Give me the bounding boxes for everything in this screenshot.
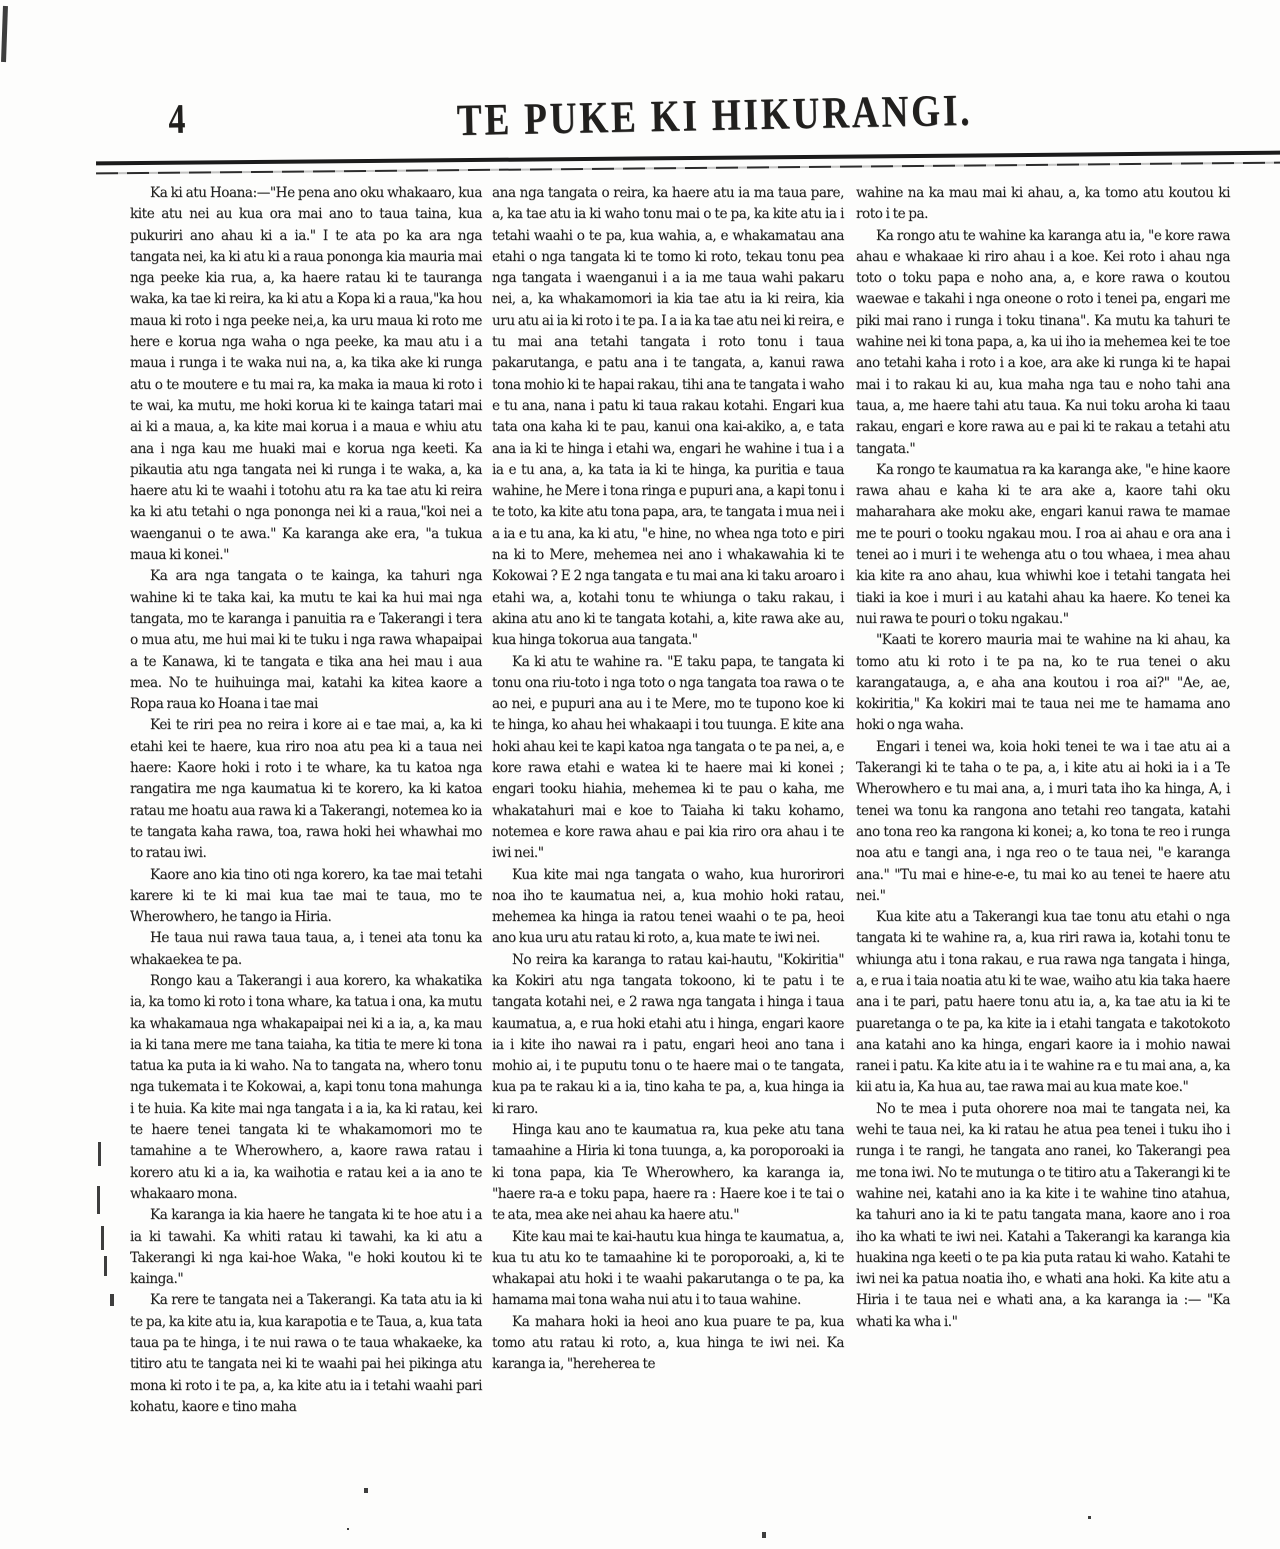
paragraph: Kaore ano kia tino oti nga korero, ka tae mai tetahi karere ki te ki mai kua tae mai te taua, mo te Wherowhero, he tango ia Hiria. xyxy=(130,866,482,926)
scan-artifact xyxy=(1088,1516,1091,1519)
paragraph: Kua kite mai nga tangata o waho, kua hurorirori noa iho te kaumatua nei, a, kua mohio hoki ratau, mehemea ka hinga ia ratou tenei waahi o te pa, heoi ano kua uru atu ratau ki roto, a, kua mate te iwi nei. xyxy=(492,866,844,947)
scan-artifact xyxy=(762,1532,766,1538)
paragraph: No reira ka karanga to ratau kai-hautu, "Kokiritia" ka Kokiri atu nga tangata tokoono, ki te patu i te tangata kotahi nei, e 2 rawa nga tangata i hinga i taua kaumatua, a, e rua hoki etahi atu i hinga, engari kaore ia i kite iho nawai ra i patu, engari heoi ano tana i mohio ai, i te puputu tonu o te haere mai o te tangata, kua pa te rakau ki a ia, tino kaha te pa, a, kua hinga ia ki raro. xyxy=(492,951,844,1117)
column-3 xyxy=(856,183,1230,1333)
scan-artifact xyxy=(110,1294,114,1306)
masthead-rule-bottom xyxy=(96,162,1280,175)
paragraph: No te mea i puta ohorere noa mai te tangata nei, ka wehi te taua nei, ka ki ratau he atua pea tenei i tuku iho i runga i te rangi, he tangata ano ranei, ko Takerangi pea me tona iwi. No te mutunga o te titiro atu a Takerangi ki te wahine nei, katahi ano ia ka kite i te wahine tino atahua, ka tahuri ano ia ki te patu tangata mana, kaore ano i roa iho ka whati te iwi nei. Katahi a Takerangi ka karanga kia huakina nga keeti o te pa kia puta ratau ki waho. Katahi te iwi nei ka patua noatia iho, e whati ana hoki. Ka kite atu a Hiria i te taua nei e whati ana, a ka karanga ia :— "Ka whati ka wha i." xyxy=(856,1100,1230,1330)
paragraph: Kite kau mai te kai-hautu kua hinga te kaumatua, a, kua tu atu ko te tamaahine ki te poroporoaki, a, ki te whakapai atu hoki i te waahi pakarutanga o te pa, ka hamama mai tona waha nui atu i to taua wahine. xyxy=(492,1228,844,1309)
page-number: 4 xyxy=(168,96,186,143)
paragraph: Kei te riri pea no reira i kore ai e tae mai, a, ka ki etahi kei te haere, kua riro noa atu pea ki a taua nei haere: Kaore hoki i roto i te whare, ka tu katoa nga rangatira me nga kaumatua ki te korero, ka ki katoa ratau me hoatu aua rawa ki a Takerangi, notemea ko ia te tangata kaha rawa, toa, rawa hoki hei whawhai mo to ratau iwi. xyxy=(130,717,482,862)
column-2 xyxy=(492,183,844,1376)
masthead-title: TE PUKE KI HIKURANGI. xyxy=(456,84,973,146)
paragraph: He taua nui rawa taua taua, a, i tenei ata tonu ka whakaekea te pa. xyxy=(130,930,482,968)
scan-artifact xyxy=(98,1142,101,1166)
paragraph: Ka rongo te kaumatua ra ka karanga ake, "e hine kaore rawa ahau e kaha ki te ara ake a, kaore tahi oku maharahara ake moku ake, engari kanui rawa te mamae me te pouri o tooku ngakau mou. I roa ai ahau e ora ana i tenei ao i muri i te wehenga atu o tou whaea, i mea ahau kia kite ra ano ahau, kua whiwhi koe i tetahi tangata hei tiaki ia koe i muri i au katahi ahau ka haere. Ko tenei ka nui rawa te pouri o toku ngakau." xyxy=(856,461,1230,627)
paragraph: Rongo kau a Takerangi i aua korero, ka whakatika ia, ka tomo ki roto i tona whare, ka tatua i ona, ka mutu ka whakamaua nga whakapaipai nei ki a ia, a, ka mau ia ki tana mere me tana taiaha, ka titia te mere ki tona tatua ka puta ia ki waho. Na to tangata na, whero tonu nga tukemata i te Kokowai, a, kapi tonu tona mahunga i te huia. Ka kite mai nga tangata i a ia, ka ki ratau, kei te haere tenei tangata ki te whakamomori mo te tamahine a te Wherowhero, a, kaore rawa ratau i korero atu ki a ia, ka waihotia e ratau kei a ia ano te whakaaro mona. xyxy=(130,972,482,1202)
column-1 xyxy=(130,183,482,1418)
scan-artifact xyxy=(364,1488,368,1493)
paragraph: "Kaati te korero mauria mai te wahine na ki ahau, ka tomo atu ki roto i te pa na, ko te rua tenei o aku karangatauga, a, e aha ana koutou i roa ai?" "Ae, ae, kokiritia," Ka kokiri mai te taua nei me te hamama ano hoki o nga waha. xyxy=(856,632,1230,734)
paragraph: Engari i tenei wa, koia hoki tenei te wa i tae atu ai a Takerangi ki te taha o te pa, a, i kite atu ai hoki ia i a Te Wherowhero e tu mai ana, a, i muri tata iho ka hinga, A, i tenei wa tonu ka rangona ano tetahi reo tangata, katahi ano tona reo ka rangona ki konei; a, ko tona te reo i runga noa atu e tangi ana, i nga reo o te taua nei, "e karanga ana." "Tu mai e hine-e-e, tu mai ko au tenei te haere atu nei." xyxy=(856,738,1230,904)
paragraph: Ka rongo atu te wahine ka karanga atu ia, "e kore rawa ahau e whakaae ki riro ahau i a koe. Kei roto i ahau nga toto o toku papa e noho ana, a, e kore rawa o koutou waewae e takahi i nga oneone o roto i tenei pa, engari me piki mai rano i runga i toku tinana". Ka mutu ka tahuri te wahine nei ki tona papa, a, ka ui iho ia mehemea kei te toe ano tetahi kaha i roto i a koe, ara ake ki runga ki te hapai mai i to rakau ki au, kua maha nga tau e noho tahi ana taua, a, me haere tahi atu taua. Ka nui toku aroha ki taau rakau, engari e kore rawa au e pai ki te rakau a tetahi atu tangata." xyxy=(856,227,1230,457)
paragraph: Kua kite atu a Takerangi kua tae tonu atu etahi o nga tangata ki te wahine ra, a, kua riri rawa ia, kotahi tonu te whiunga atu i tona rakau, e rua rawa nga tangata i hinga, a, e rua i taia noatia atu ki te wae, waiho atu kia taka haere ana i te pari, patu haere tonu atu ia, a, ka tae atu ia ki te puaretanga o te pa, ka kite ia i etahi tangata e takotokoto ana katahi ano ka hinga, engari kaore ia i mohio nawai ranei i patu. Ka kite atu ia i te wahine ra e tu mai ana, a, ka kii atu ia, Ka hua au, tae rawa mai au kua mate koe." xyxy=(856,909,1230,1096)
scan-artifact xyxy=(104,1256,107,1276)
scan-artifact xyxy=(347,1528,349,1530)
scan-artifact xyxy=(97,1186,100,1214)
scan-artifact xyxy=(1,6,8,62)
paragraph: ana nga tangata o reira, ka haere atu ia ma taua pare, a, ka tae atu ia ki waho tonu mai o te pa, ka kite atu ia i tetahi waahi o te pa, kua wahia, a, e whakamatau ana etahi o nga tangata ki te tomo ki roto, tekau tonu pea nga tangata i waenganui i a ia me taua wahi pakaru nei, a, ka whakamomori ia kia tae atu ia ki reira, kia uru atu ai ia ki roto i te pa. I a ia ka tae atu nei ki reira, e tu mai ana tetahi tangata i roto tonu i taua pakarutanga, e patu ana i te tangata, a, kanui rawa tona mohio ki te hapai rakau, tihi ana te tangata i waho e tu ana, nana i patu ki taua rakau kotahi. Engari kua tata ona kaha ki te pau, kanui ona kai-akiko, a, e tata ana ia ki te hinga i etahi wa, engari he wahine i tua i a ia e tu ana, a, ka tata ia ki te hinga, ka puritia e taua wahine, he Mere i tona ringa e pupuri ana, a kapi tonu i te toto, ka kite atu tona papa, ara, te tangata i mua nei i a ia e tu ana, ka ki atu, "e hine, no whea nga toto e piri na ki to Mere, mehemea nei ano i whakawahia ki te Kokowai ? E 2 nga tangata e tu mai ana ki taku aroaro i etahi wa, a, kotahi tonu te whiunga o taku rakau, i akina atu ano ki te tangata kotahi, a, kite rawa ake au, kua hinga tokorua aua tangata." xyxy=(492,185,844,649)
paragraph: Ka rere te tangata nei a Takerangi. Ka tata atu ia ki te pa, ka kite atu ia, kua karapotia e te Taua, a, kua tata taua pa te hinga, i te nui rawa o te taua whakaeke, ka titiro atu te tangata nei ki te waahi pai hei pikinga atu mona ki roto i te pa, a, ka kite atu ia i tetahi waahi pari kohatu, kaore e tino maha xyxy=(130,1292,482,1415)
paragraph: Hinga kau ano te kaumatua ra, kua peke atu tana tamaahine a Hiria ki tona tuunga, a, ka poroporoaki ia ki tona papa, kia Te Wherowhero, ka karanga ia, "haere ra-a e toku papa, haere ra : Haere koe i te tai o te ata, mea ake nei ahau ka haere atu." xyxy=(492,1122,844,1224)
paragraph: Ka ki atu te wahine ra. "E taku papa, te tangata ki tonu ona riu-toto i nga toto o nga tangata toa rawa o te ao nei, e pupuri ana au i te Mere, mo te tupono koe ki te hinga, ko ahau hei whakaapi i tou tuunga. E kite ana hoki ahau kei te kapi katoa nga tangata o te pa nei, a, e kore rawa etahi e watea ki te haere mai ki konei ; engari tooku hiahia, mehemea ki te pau o kaha, me whakatahuri mai e koe to Taiaha ki taku kohamo, notemea e kore rawa ahau e pai kia riro ora ahau i te iwi nei." xyxy=(492,653,844,862)
paragraph: Ka karanga ia kia haere he tangata ki te hoe atu i a ia ki tawahi. Ka whiti ratau ki tawahi, ka ki atu a Takerangi ki nga kai-hoe Waka, "e hoki koutou ki te kainga." xyxy=(130,1207,482,1288)
paragraph: Ka mahara hoki ia heoi ano kua puare te pa, kua tomo atu ratau ki roto, a, kua hinga te iwi nei. Ka karanga ia, "hereherea te xyxy=(492,1313,844,1373)
paragraph: wahine na ka mau mai ki ahau, a, ka tomo atu koutou ki roto i te pa. xyxy=(856,185,1230,223)
paragraph: Ka ara nga tangata o te kainga, ka tahuri nga wahine ki te taka kai, ka mutu te kai ka hui mai nga tangata, mo te karanga i panuitia ra e Takerangi i tera o mua atu, me hui mai ki te tuku i nga rawa whapaipai a te Kanawa, ki te tangata e tika ana hei mau i aua mea. No te huihuinga mai, katahi ka kitea kaore a Ropa raua ko Hoana i tae mai xyxy=(130,568,482,713)
scan-artifact xyxy=(101,1226,104,1250)
paragraph: Ka ki atu Hoana:—"He pena ano oku whakaaro, kua kite atu nei au kua ora mai ano to taua taina, kua pukuriri ano ahau ki a ia." I te ata po ka ara nga tangata nei, ka ki atu ki a raua pononga kia mauria mai nga peeke kia rua, a, ka haere ratau ki te tauranga waka, ka tae ki reira, ka ki atu a Kopa ki a raua,"ka hou maua ki roto i nga peeke nei,a, ka uru maua ki roto me here e korua nga waha o nga peeke, ka mau atu i a maua i runga i te waka nui na, a, ka tika ake ki runga atu o te moutere e tu mai ra, ka maka ia maua ki roto i te wai, ka mutu, me hoki korua ki te kainga tatari mai ai ki a maua, a, ka kite mai korua i a maua e whiu atu ana i nga kau me huaki mai e korua nga keeti. Ka pikautia atu nga tangata nei ki runga i te waka, a, ka haere atu ki te waahi i totohu atu ra ka tae atu ki reira ka ki atu tetahi o nga pononga nei ki a raua,"koi nei a waenganui o te awa." Ka karanga ake era, "a tukua maua ki konei." xyxy=(130,185,482,564)
